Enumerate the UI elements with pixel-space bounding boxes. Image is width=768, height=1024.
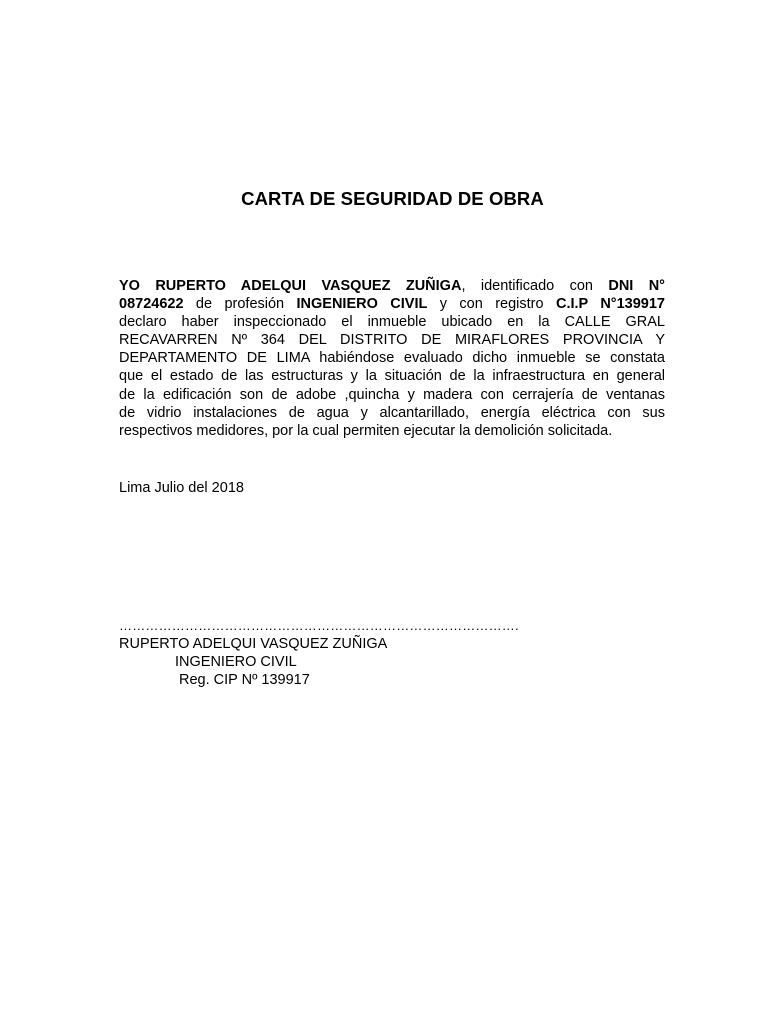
document-date: Lima Julio del 2018 bbox=[119, 480, 244, 496]
document-title: CARTA DE SEGURIDAD DE OBRA bbox=[241, 188, 544, 209]
signer-name: RUPERTO ADELQUI VASQUEZ ZUÑIGA bbox=[119, 636, 388, 652]
paragraph-line bbox=[119, 331, 665, 349]
paragraph-line bbox=[119, 277, 665, 295]
bold-text: 08724622 bbox=[119, 296, 184, 313]
bold-text: DNI N° bbox=[608, 278, 665, 294]
paragraph-text: y con registro bbox=[427, 296, 556, 313]
bold-text: INGENIERO CIVIL bbox=[296, 296, 428, 313]
bold-text: C.I.P N°139917 bbox=[555, 296, 665, 313]
paragraph-text: que el estado de las estructuras y la situación de la infraestructura en general bbox=[119, 368, 665, 385]
declaration-paragraph bbox=[119, 277, 665, 440]
signer-registration: Reg. CIP Nº 139917 bbox=[179, 672, 310, 688]
signature-line: ………………………………………………………………………………. bbox=[119, 618, 519, 633]
paragraph-line bbox=[119, 349, 665, 367]
paragraph-text: , identificado con bbox=[461, 278, 609, 294]
paragraph-text: de vidrio instalaciones de agua y alcantarillado, energía eléctrica con sus bbox=[119, 404, 665, 421]
paragraph-line bbox=[119, 422, 665, 440]
paragraph-text: DEPARTAMENTO DE LIMA habiéndose evaluado dicho inmueble se constata bbox=[119, 350, 665, 367]
paragraph-text: RECAVARREN Nº 364 DEL DISTRITO DE MIRAFLORES PROVINCIA Y bbox=[119, 332, 665, 349]
bold-text: YO RUPERTO ADELQUI VASQUEZ ZUÑIGA bbox=[119, 278, 462, 294]
paragraph-text: declaro haber inspeccionado el inmueble ubicado en la CALLE GRAL bbox=[119, 314, 665, 331]
paragraph-line bbox=[119, 386, 665, 404]
paragraph-text: de la edificación son de adobe ,quincha y madera con cerrajería de ventanas bbox=[119, 386, 665, 403]
paragraph-line bbox=[119, 404, 665, 422]
paragraph-line bbox=[119, 313, 665, 331]
paragraph-text: de profesión bbox=[183, 296, 297, 313]
paragraph-line bbox=[119, 295, 665, 313]
signer-profession: INGENIERO CIVIL bbox=[175, 654, 297, 670]
paragraph-text: respectivos medidores, por la cual permiten ejecutar la demolición solicitada. bbox=[119, 422, 613, 439]
paragraph-line bbox=[119, 367, 665, 385]
